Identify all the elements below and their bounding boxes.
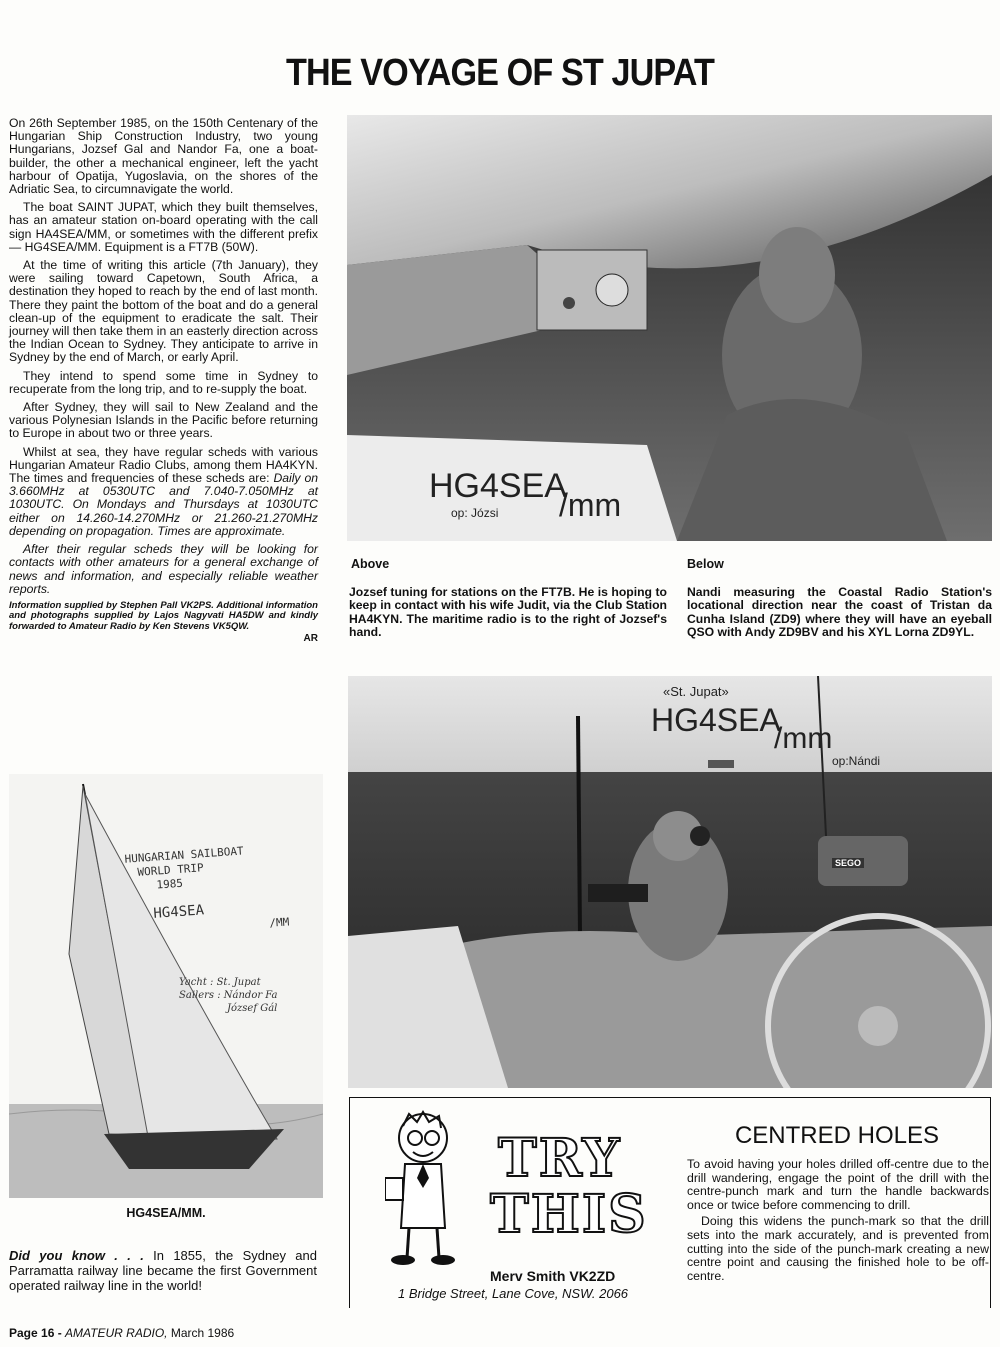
end-mark: AR	[303, 633, 318, 645]
overlay-callsign: HG4SEA	[429, 467, 567, 505]
article-paragraph: After Sydney, they will sail to New Zealand and the various Polynesian Islands in the Pacific before returning to Europe in about two or three years.	[9, 400, 318, 441]
article-paragraph	[9, 446, 318, 538]
handwriting-line: 1985	[156, 876, 184, 892]
handwriting-line: HG4SEA	[152, 902, 205, 922]
page-title: THE VOYAGE OF ST JUPAT	[285, 52, 715, 94]
overlay-operator: op:Nándi	[832, 754, 881, 768]
article-paragraph: At the time of writing this article (7th January), they were sailing toward Capetown, South Africa, a destination they hoped to reach by the end of last month. There they paint the bottom of the boat and do a general clean-up of the equipment to eradicate the salt. Their journey will then take them in an easterly direction across the Indian Ocean to Sydney. They anticipate to arrive in Sydney by the end of March, or early April.	[9, 258, 318, 365]
sched-details: Daily on 3.660MHz at 0530UTC and 7.040-7.050MHz at 1030UTC. On Mondays and Thursdays at 1030UTC either on 14.260-14.270MHz or 21.260-21.270MHz depending on propagation. Times are approximate.	[9, 471, 319, 538]
handwriting-line: József Gál	[227, 1003, 278, 1014]
sailboat-caption: HG4SEA/MM.	[126, 1206, 206, 1220]
sailboat-handwriting	[124, 839, 320, 940]
caption-above-heading: Above	[351, 557, 390, 571]
article-paragraph: After their regular scheds they will be looking for contacts with other amateurs for a general exchange of news and information, and especially reliable weather reports.	[9, 542, 318, 596]
this-word: THIS	[490, 1184, 648, 1245]
handwriting-line: Yacht : St. Jupat	[179, 977, 261, 988]
handwriting-line: WORLD TRIP	[137, 861, 205, 879]
motor-label: SEGO	[832, 858, 864, 868]
overlay-mm: /mm	[774, 722, 833, 755]
overlay-boat-name: «St. Jupat»	[663, 684, 729, 699]
try-word: TRY	[498, 1128, 622, 1189]
photo-nandi-deck	[348, 676, 992, 1088]
centred-holes-paragraph: To avoid having your holes drilled off-centre due to the drill wandering, engage the point of the drill with the centre-punch mark and turn the handle backwards once or twice before commencing to drill.	[687, 1157, 989, 1212]
page-footer	[9, 1326, 234, 1340]
handwriting-line: Sailers : Nándor Fa	[179, 990, 278, 1001]
handwriting-line: /MM	[268, 915, 290, 930]
try-this-address: 1 Bridge Street, Lane Cove, NSW. 2066	[398, 1286, 629, 1301]
overlay-callsign: HG4SEA	[651, 702, 781, 738]
footer-magazine: AMATEUR RADIO,	[65, 1326, 168, 1340]
centred-holes-body	[687, 1158, 989, 1283]
overlay-operator: op: Józsi	[451, 506, 499, 520]
footer-date: March 1986	[167, 1326, 235, 1340]
article-paragraph: They intend to spend some time in Sydney to recuperate from the long trip, and to re-supply the boat.	[9, 368, 318, 396]
caption-below-heading: Below	[687, 557, 724, 571]
article-body	[9, 117, 318, 646]
sailboat-notes	[179, 976, 319, 1015]
sched-intro: Whilst at sea, they have regular scheds with various Hungarian Amateur Radio Clubs, among them HA4KYN. The times and frequencies of these scheds are:	[9, 444, 318, 486]
photo-sailboat	[9, 774, 323, 1198]
did-you-know	[9, 1248, 317, 1293]
overlay-mm: /mm	[559, 487, 622, 523]
footer-sep: -	[54, 1326, 66, 1340]
did-you-know-text: In 1855, the Sydney and Parramatta railway line became the first Government operated railway line in the world!	[9, 1248, 318, 1293]
footer-page: Page 16	[9, 1326, 55, 1340]
centred-holes-heading: CENTRED HOLES	[734, 1122, 940, 1149]
centred-holes-paragraph: Doing this widens the punch-mark so that the drill sets into the mark accurately, and is prevented from cutting into the side of the punch-mark creating a new centre point and causing the finished hole to be off-centre.	[687, 1214, 989, 1283]
article-paragraph: On 26th September 1985, on the 150th Centenary of the Hungarian Ship Construction Industry, two young Hungarians, Jozsef Gal and Nandor Fa, one a boat-builder, the other a mechanical engineer, left the yacht harbour of Opatija, Yugoslavia, on the shores of the Adriatic Sea, to circumnavigate the world.	[9, 116, 318, 197]
try-this-author: Merv Smith VK2ZD	[490, 1268, 616, 1284]
caption-below-text: Nandi measuring the Coastal Radio Station's locational direction near the coast of Tristan da Cunha Island (ZD9) where they will have an eyeball QSO with Andy ZD9BV and his XYL Lorna ZD9YL.	[687, 585, 992, 640]
article-credit: Information supplied by Stephen Pall VK2PS. Additional information and photographs supplied by Lajos Nagyvati HA5DW and kindly forwarded to Amateur Radio by Ken Stevens VK5QW.	[9, 599, 318, 632]
did-you-know-lead: Did you know . . .	[9, 1248, 144, 1263]
article-paragraph: The boat SAINT JUPAT, which they built themselves, has an amateur station on-board operating with the call sign HA4SEA/MM, or sometimes with the different prefix — HG4SEA/MM. Equipment is a FT7B (50W).	[9, 200, 318, 254]
handwriting-line: HUNGARIAN SAILBOAT	[124, 844, 244, 866]
cartoon-man-icon	[385, 1108, 470, 1268]
photo-jozsef-radio	[347, 115, 992, 541]
caption-above-text: Jozsef tuning for stations on the FT7B. He is hoping to keep in contact with his wife Judit, via the Club Station HA4KYN. The maritime radio is to the right of Jozsef's hand.	[349, 585, 667, 640]
